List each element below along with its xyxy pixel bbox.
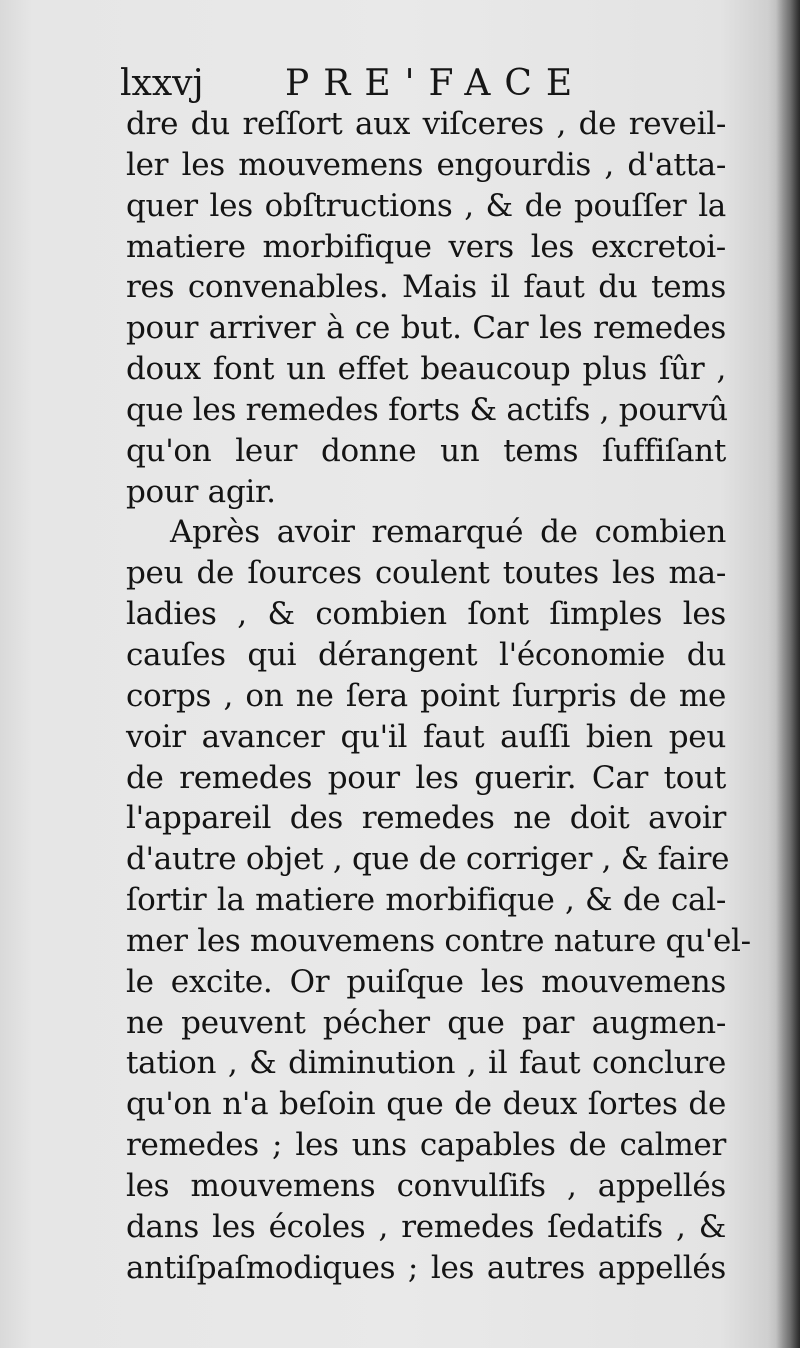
text-line: cauſes qui dérangent l'économie du — [126, 636, 726, 673]
running-head: PRE'FACE — [285, 63, 587, 104]
text-line: dre du reſſort aux viſceres , de reveil- — [126, 106, 726, 142]
text-line: ler les mouvemens engourdis , d'atta- — [126, 146, 726, 183]
text-line: res convenables. Mais il faut du tems — [126, 269, 726, 306]
text-line: ne peuvent pécher que par augmen- — [126, 1004, 726, 1041]
text-line: pour agir. — [126, 473, 276, 510]
text-line: doux font un effet beaucoup plus ſûr , — [126, 351, 726, 388]
text-line: le excite. Or puiſque les mouvemens — [126, 963, 726, 1000]
text-line: qu'on leur donne un tems ſuffiſant — [126, 432, 726, 469]
text-line: qu'on n'a beſoin que de deux ſortes de — [126, 1086, 726, 1123]
text-line: d'autre objet , que de corriger , & faire — [126, 841, 730, 878]
text-line: tation , & diminution , il faut conclure — [126, 1045, 726, 1082]
text-line: ladies , & combien ſont ſimples les — [126, 596, 726, 633]
body-text — [126, 104, 751, 1288]
page-number: lxxvj — [120, 63, 204, 104]
text-line: de remedes pour les guerir. Car tout — [126, 759, 726, 796]
text-line: antiſpaſmodiques ; les autres appellés — [126, 1249, 726, 1286]
text-line: l'appareil des remedes ne doit avoir — [126, 800, 726, 837]
text-line: remedes ; les uns capables de calmer — [126, 1127, 726, 1164]
text-line: voir avancer qu'il faut auſſi bien peu — [126, 718, 726, 755]
text-line: mer les mouvemens contre nature qu'el- — [126, 922, 751, 959]
paragraph-first-line: Après avoir remarqué de combien — [170, 514, 726, 551]
text-line: ſortir la matiere morbifique , & de cal- — [126, 882, 726, 919]
text-line: peu de ſources coulent toutes les ma- — [126, 555, 726, 592]
text-line: corps , on ne ſera point ſurpris de me — [126, 677, 726, 714]
text-line: quer les obſtructions , & de pouſſer la — [126, 187, 726, 224]
page-gutter-shadow — [776, 0, 800, 1348]
text-line: pour arriver à ce but. Car les remedes — [126, 310, 726, 347]
text-line: les mouvemens convulſifs , appellés — [126, 1167, 726, 1204]
text-line: matiere morbifique vers les excretoi- — [126, 228, 726, 265]
text-line: dans les écoles , remedes ſedatifs , & — [126, 1208, 726, 1245]
text-line: que les remedes forts & actifs , pourvû — [126, 391, 728, 428]
